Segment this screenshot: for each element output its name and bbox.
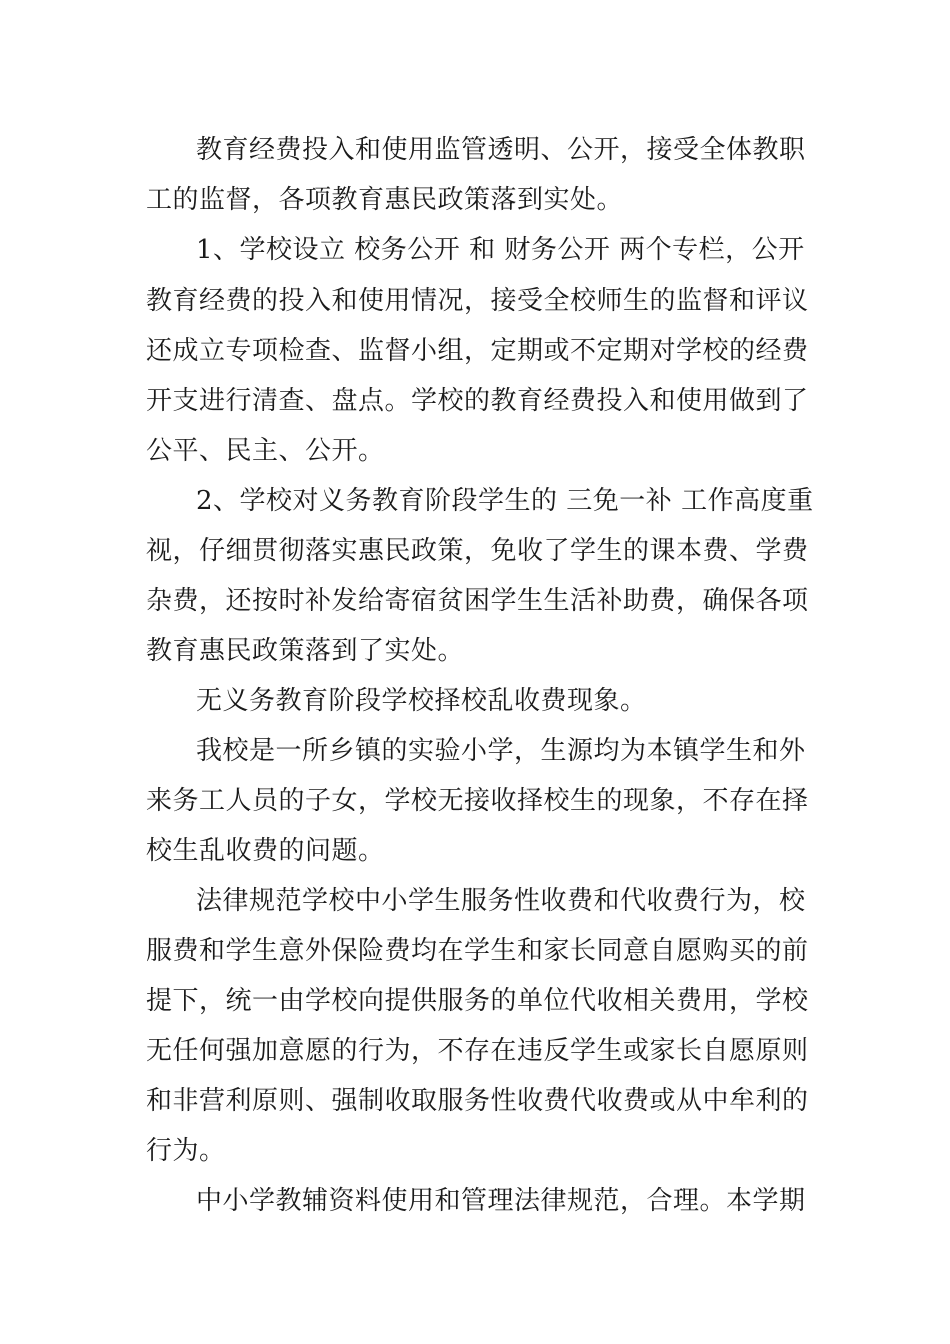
text-line: 教育惠民政策落到了实处。 bbox=[146, 636, 465, 666]
text-line: 中小学教辅资料使用和管理法律规范，合理。本学期 bbox=[196, 1186, 806, 1216]
text-line: 2、学校对义务教育阶段学生的 三免一补 工作高度重 bbox=[196, 486, 814, 516]
text-line: 和非营利原则、强制收取服务性收费代收费或从中牟利的 bbox=[146, 1086, 809, 1116]
text-line: 教育经费投入和使用监管透明、公开，接受全体教职 bbox=[196, 135, 806, 165]
text-line: 来务工人员的子女，学校无接收择校生的现象，不存在择 bbox=[146, 786, 809, 816]
text-line: 法律规范学校中小学生服务性收费和代收费行为，校 bbox=[196, 886, 806, 916]
text-line: 工的监督，各项教育惠民政策落到实处。 bbox=[146, 185, 624, 215]
text-line: 公平、民主、公开。 bbox=[146, 436, 385, 466]
text-line: 无义务教育阶段学校择校乱收费现象。 bbox=[196, 686, 647, 716]
text-line: 开支进行清查、盘点。学校的教育经费投入和使用做到了 bbox=[146, 386, 809, 416]
text-line: 校生乱收费的问题。 bbox=[146, 836, 385, 866]
text-line: 教育经费的投入和使用情况，接受全校师生的监督和评议 bbox=[146, 286, 809, 316]
text-line: 还成立专项检查、监督小组，定期或不定期对学校的经费 bbox=[146, 336, 809, 366]
text-line: 1、学校设立 校务公开 和 财务公开 两个专栏，公开 bbox=[196, 235, 805, 265]
text-line: 提下，统一由学校向提供服务的单位代收相关费用，学校 bbox=[146, 986, 809, 1016]
text-line: 无任何强加意愿的行为，不存在违反学生或家长自愿原则 bbox=[146, 1036, 809, 1066]
text-line: 我校是一所乡镇的实验小学，生源均为本镇学生和外 bbox=[196, 736, 806, 766]
text-line: 行为。 bbox=[146, 1136, 226, 1166]
text-line: 杂费，还按时补发给寄宿贫困学生生活补助费，确保各项 bbox=[146, 586, 809, 616]
text-line: 服费和学生意外保险费均在学生和家长同意自愿购买的前 bbox=[146, 936, 809, 966]
text-line: 视，仔细贯彻落实惠民政策，免收了学生的课本费、学费 bbox=[146, 536, 809, 566]
